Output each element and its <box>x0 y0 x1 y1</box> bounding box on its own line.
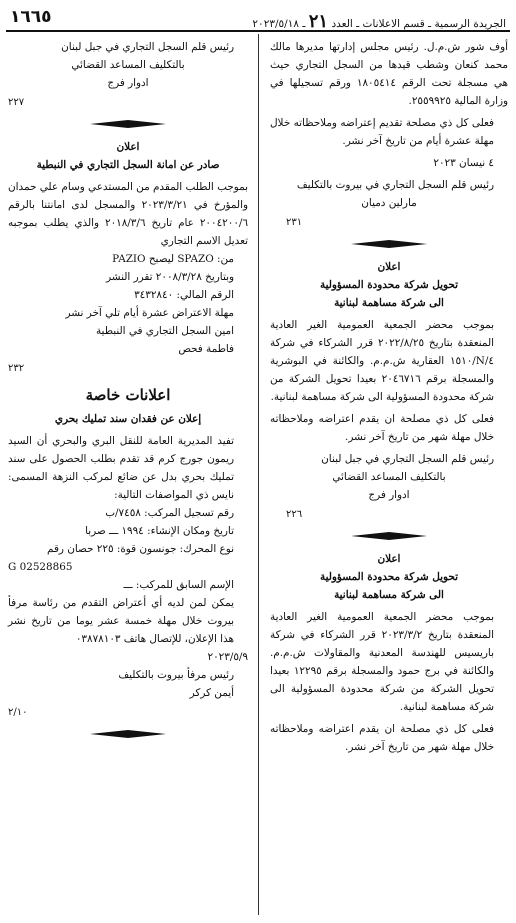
notice-231-body: أوف شور ش.م.ل. رئيس مجلس إدارتها مديرها مالك محمد كنعان وشطب قيدها من السجل التجاري حيث هي مسجلة تحت الرقم ١٨٠٥٤١٤ ورقم تسجيلها في وزارة المالية ٢٥٥٩٩٢٥. <box>270 41 509 107</box>
notice-232-from-line: من: SPAZO ليصبح PAZIO <box>112 253 234 265</box>
notice-232-date-line: وبتاريخ ٢٠٠٨/٣/٢٨ تقرر النشر <box>106 271 234 283</box>
notice-226-signatory-name: ادوار فرج <box>368 489 410 501</box>
notice-3-title-2: الى شركة مساهمة لبنانية <box>334 589 444 601</box>
notice-226-title-1: تحويل شركة محدودة المسؤولية <box>320 279 458 291</box>
notice-232-heading: اعلان <box>116 141 140 153</box>
notice-226-title-2: الى شركة مساهمة لبنانية <box>334 297 444 309</box>
notice-232-number: ٢٣٢ <box>8 363 25 374</box>
notice-boat-signatory-title: رئيس مرفأ بيروت بالتكليف <box>118 669 234 681</box>
separator <box>351 532 427 540</box>
notice-boat-previous-name: الإسم السابق للمركب: ـــ <box>123 579 234 591</box>
right-column <box>270 38 508 756</box>
notice-231-date: ٤ نيسان ٢٠٢٣ <box>433 157 494 169</box>
notice-231-objection: فعلى كل ذي مصلحة تقديم إعتراضه وملاحظاته خلال مهلة عشرة أيام من تاريخ آخر نشر. <box>270 117 494 147</box>
notice-232-signatory-name: فاطمة فحص <box>178 343 234 355</box>
header-title <box>252 11 506 32</box>
notice-boat-body: تفيد المديرية العامة للنقل البري والبحري أن السيد ريمون جورج كرم قد تقدم بطلب الحصول على سند تمليك بحري بدل عن ضائع لمركب النزهة المسمى: نايس ذي المواصفات التالية: <box>8 435 234 501</box>
notice-226-signatory-role: بالتكليف المساعد القضائي <box>332 471 446 483</box>
notice-boat-title: إعلان عن فقدان سند تمليك بحري <box>54 413 202 425</box>
notice-3-body: بموجب محضر الجمعية العمومية الغير العادية المنعقدة بتاريخ ٢٠٢٣/٣/٢ قرر الشركاء في شركة باريسيس للهندسة المعدنية والمقاولات ش.م.م. والكائنة في برج حمود والمسجلة برقم ١٢٢٩٥ بعيدا تحويل الشركة من شركة محدودة المسؤولية الى شركة مساهمة لبنانية. <box>270 611 494 713</box>
notice-231-signatory-name: مارلين دميان <box>361 197 417 209</box>
notice-232-signatory-title: امين السجل التجاري في النبطية <box>95 325 234 337</box>
separator <box>351 240 427 248</box>
notice-226-objection: فعلى كل ذي مصلحة ان يقدم اعتراضه وملاحظاته خلال مهلة شهر من تاريخ آخر نشر. <box>270 413 494 443</box>
notice-boat-objection: يمكن لمن لديه أي أعتراض التقدم من رئاسة مرفأ بيروت خلال مهلة خمسة عشر يوما من تاريخ نشر هذا الإعلان، للإتصال هاتف ٠٣٨٧٨١٠٣ <box>8 597 234 645</box>
notice-227-signatory-name: ادوار فرج <box>107 77 149 89</box>
separator <box>90 120 166 128</box>
notice-226-number: ٢٢٦ <box>286 509 303 520</box>
notice-231-number: ٢٣١ <box>286 217 303 228</box>
notice-boat-build: تاريخ ومكان الإنشاء: ١٩٩٤ ـــ صربا <box>85 525 234 537</box>
notice-227-number: ٢٢٧ <box>8 97 25 108</box>
notice-3-objection: فعلى كل ذي مصلحة ان يقدم اعتراضه وملاحظاته خلال مهلة شهر من تاريخ آخر نشر. <box>270 723 494 753</box>
separator <box>90 730 166 738</box>
notice-231-signatory-title: رئيس قلم السجل التجاري في بيروت بالتكليف <box>296 179 494 191</box>
notice-3-title-1: تحويل شركة محدودة المسؤولية <box>320 571 458 583</box>
issue-date: ـ ٢٠٢٣/٥/١٨ <box>252 18 306 30</box>
page-header <box>6 6 510 32</box>
notice-226-body: بموجب محضر الجمعية العمومية الغير العادية المنعقدة بتاريخ ٢٠٢٢/٨/٢٥ قرر الشركاء في شركة ٤/N/١٥١٠ العقارية ش.م.م. والكائنة في البوشرية والمسجلة برقم ٢٠٤٦٧١٦ بعيدا تحويل الشركة من شركة محدودة المسؤولية الى شركة مساهمة لبنانية. <box>270 319 494 403</box>
notice-boat-date: ٢٠٢٣/٥/٩ <box>207 651 248 663</box>
notice-226-heading: اعلان <box>377 261 401 273</box>
notice-232-objection: مهلة الاعتراض عشرة أيام تلي آخر نشر <box>65 307 234 319</box>
header-title-prefix: الجريدة الرسمية ـ قسم الاعلانات ـ العدد <box>331 18 506 30</box>
notice-226-signatory-title: رئيس قلم السجل التجاري في جبل لبنان <box>321 453 494 465</box>
left-column <box>8 38 248 748</box>
notice-227-signatory-role: بالتكليف المساعد القضائي <box>71 59 185 71</box>
page-number: ١٦٦٥ <box>10 7 52 27</box>
notice-boat-signatory-name: أيمن كركر <box>189 687 234 699</box>
notice-boat-engine: نوع المحرك: جونسون قوة: ٢٢٥ حصان رقم <box>47 543 234 555</box>
notice-3-heading: اعلان <box>377 553 401 565</box>
section-title: اعلانات خاصة <box>85 386 171 404</box>
notice-boat-number: ٢/١٠ <box>8 707 28 718</box>
header-rule <box>6 30 510 32</box>
notice-232-financial-number: الرقم المالي: ٣٤٣٢٨٤٠ <box>134 289 234 301</box>
notice-boat-registration: رقم تسجيل المركب: ٧٤٥٨/ب <box>105 507 234 519</box>
notice-232-title: صادر عن امانة السجل التجاري في النبطية <box>36 159 220 171</box>
issue-number: ٢١ <box>308 11 329 32</box>
notice-232-body: بموجب الطلب المقدم من المستدعي وسام علي حمدان والمؤرخ في ٢٠٢٣/٣/٢١ والمسجل لدى امانتنا بالرقم ٢٠٠٤٢٠٠/٦ عام تاريخ ٢٠١٨/٣/٦ والذي يطلب بموجبه تعديل الاسم التجاري <box>8 181 248 247</box>
column-divider <box>258 34 259 915</box>
notice-227-signatory-title: رئيس قلم السجل التجاري في جبل لبنان <box>61 41 234 53</box>
notice-boat-engine-number: G 02528865 <box>8 561 73 573</box>
